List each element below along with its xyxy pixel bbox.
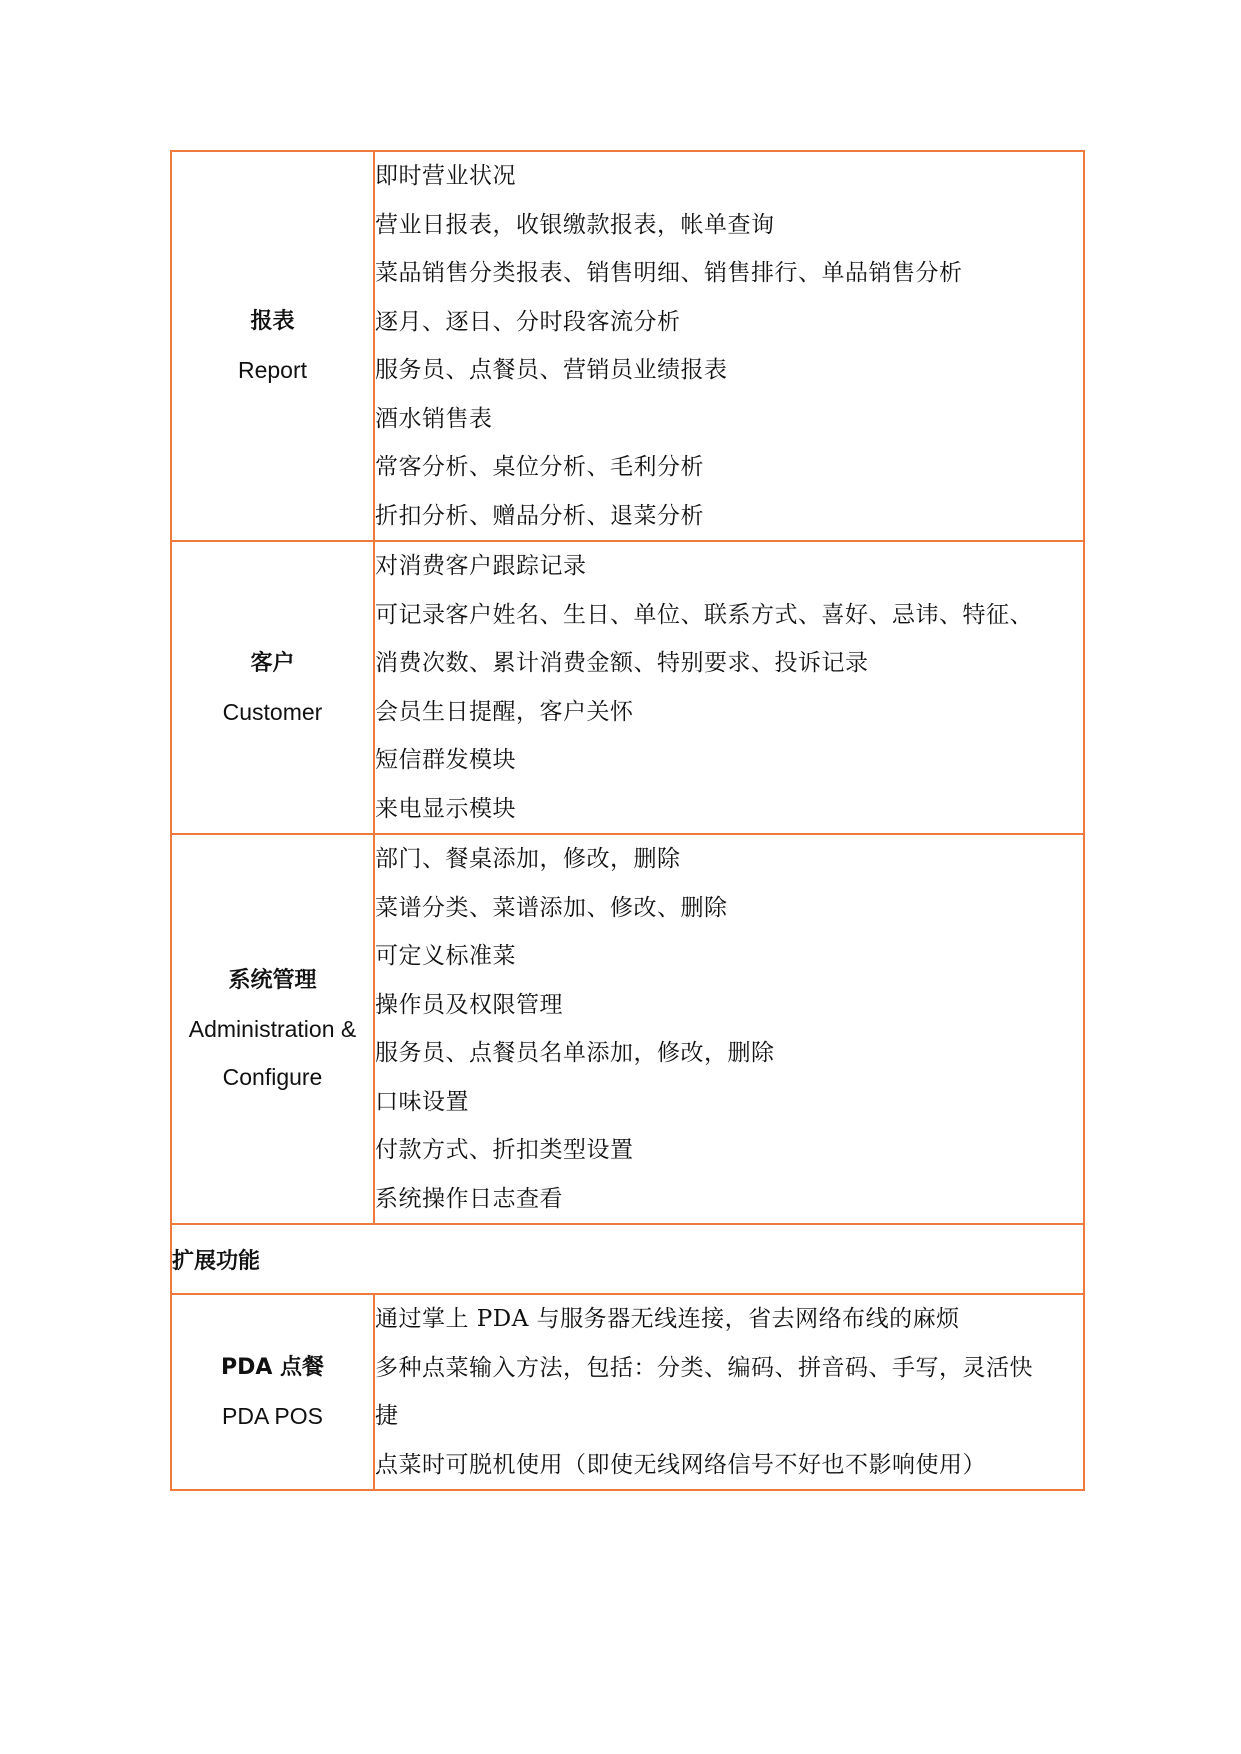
list-item: 捷 xyxy=(375,1403,399,1429)
list-item: 即时营业状况 xyxy=(375,163,516,189)
row-title-en: Customer xyxy=(222,698,323,725)
list-item: 酒水销售表 xyxy=(375,405,493,432)
list-item: 操作员及权限管理 xyxy=(375,991,563,1018)
row-title-zh: 报表 xyxy=(250,309,295,334)
list-item: 部门、餐桌添加，修改，删除 xyxy=(375,846,681,872)
list-item: 可记录客户姓名、生日、单位、联系方式、喜好、忌讳、特征、 xyxy=(375,601,1033,628)
label-cell-customer xyxy=(171,541,374,834)
items-cell-report xyxy=(374,151,1084,541)
items-cell-customer xyxy=(374,541,1084,834)
row-customer xyxy=(171,541,1084,834)
list-item: 多种点菜输入方法，包括：分类、编码、拼音码、手写，灵活快 xyxy=(375,1354,1033,1381)
section-header: 扩展功能 xyxy=(171,1224,1084,1294)
items-cell-administration xyxy=(374,834,1084,1224)
label-cell-pda xyxy=(171,1294,374,1490)
list-item: 消费次数、累计消费金额、特别要求、投诉记录 xyxy=(375,650,869,676)
label-cell-report xyxy=(171,151,374,541)
row-title-zh: 客户 xyxy=(250,650,295,676)
list-item: 可定义标准菜 xyxy=(375,943,516,969)
row-administration xyxy=(171,834,1084,1224)
row-title-en: PDA POS xyxy=(222,1403,323,1429)
list-item: 服务员、点餐员、营销员业绩报表 xyxy=(375,357,728,383)
label-cell-administration xyxy=(171,834,374,1224)
list-item: 点菜时可脱机使用（即使无线网络信号不好也不影响使用） xyxy=(375,1451,986,1478)
list-item: 短信群发模块 xyxy=(375,747,516,773)
list-item: 常客分析、桌位分析、毛利分析 xyxy=(375,454,704,480)
row-title-en: Administration & xyxy=(188,1016,357,1042)
feature-table xyxy=(170,150,1085,1491)
row-section-header xyxy=(171,1224,1084,1294)
row-title-en: Report xyxy=(237,357,308,383)
row-title-zh: PDA 点餐 xyxy=(220,1355,325,1380)
list-item: 服务员、点餐员名单添加，修改，删除 xyxy=(375,1040,775,1066)
list-item: 折扣分析、赠品分析、退菜分析 xyxy=(375,502,704,529)
items-cell-pda xyxy=(374,1294,1084,1490)
list-item: 对消费客户跟踪记录 xyxy=(375,553,587,579)
row-title-en: Configure xyxy=(222,1064,323,1090)
list-item: 会员生日提醒，客户关怀 xyxy=(375,698,634,725)
row-pda xyxy=(171,1294,1084,1490)
list-item: 营业日报表，收银缴款报表，帐单查询 xyxy=(375,211,775,238)
list-item: 逐月、逐日、分时段客流分析 xyxy=(375,308,681,335)
list-item: 口味设置 xyxy=(375,1088,469,1115)
row-title-zh: 系统管理 xyxy=(228,968,317,993)
list-item: 通过掌上 PDA 与服务器无线连接，省去网络布线的麻烦 xyxy=(375,1306,960,1332)
list-item: 付款方式、折扣类型设置 xyxy=(375,1137,634,1163)
list-item: 系统操作日志查看 xyxy=(375,1185,563,1212)
list-item: 菜品销售分类报表、销售明细、销售排行、单品销售分析 xyxy=(375,260,963,286)
list-item: 来电显示模块 xyxy=(375,795,516,822)
list-item: 菜谱分类、菜谱添加、修改、删除 xyxy=(375,894,728,921)
row-report xyxy=(171,151,1084,541)
